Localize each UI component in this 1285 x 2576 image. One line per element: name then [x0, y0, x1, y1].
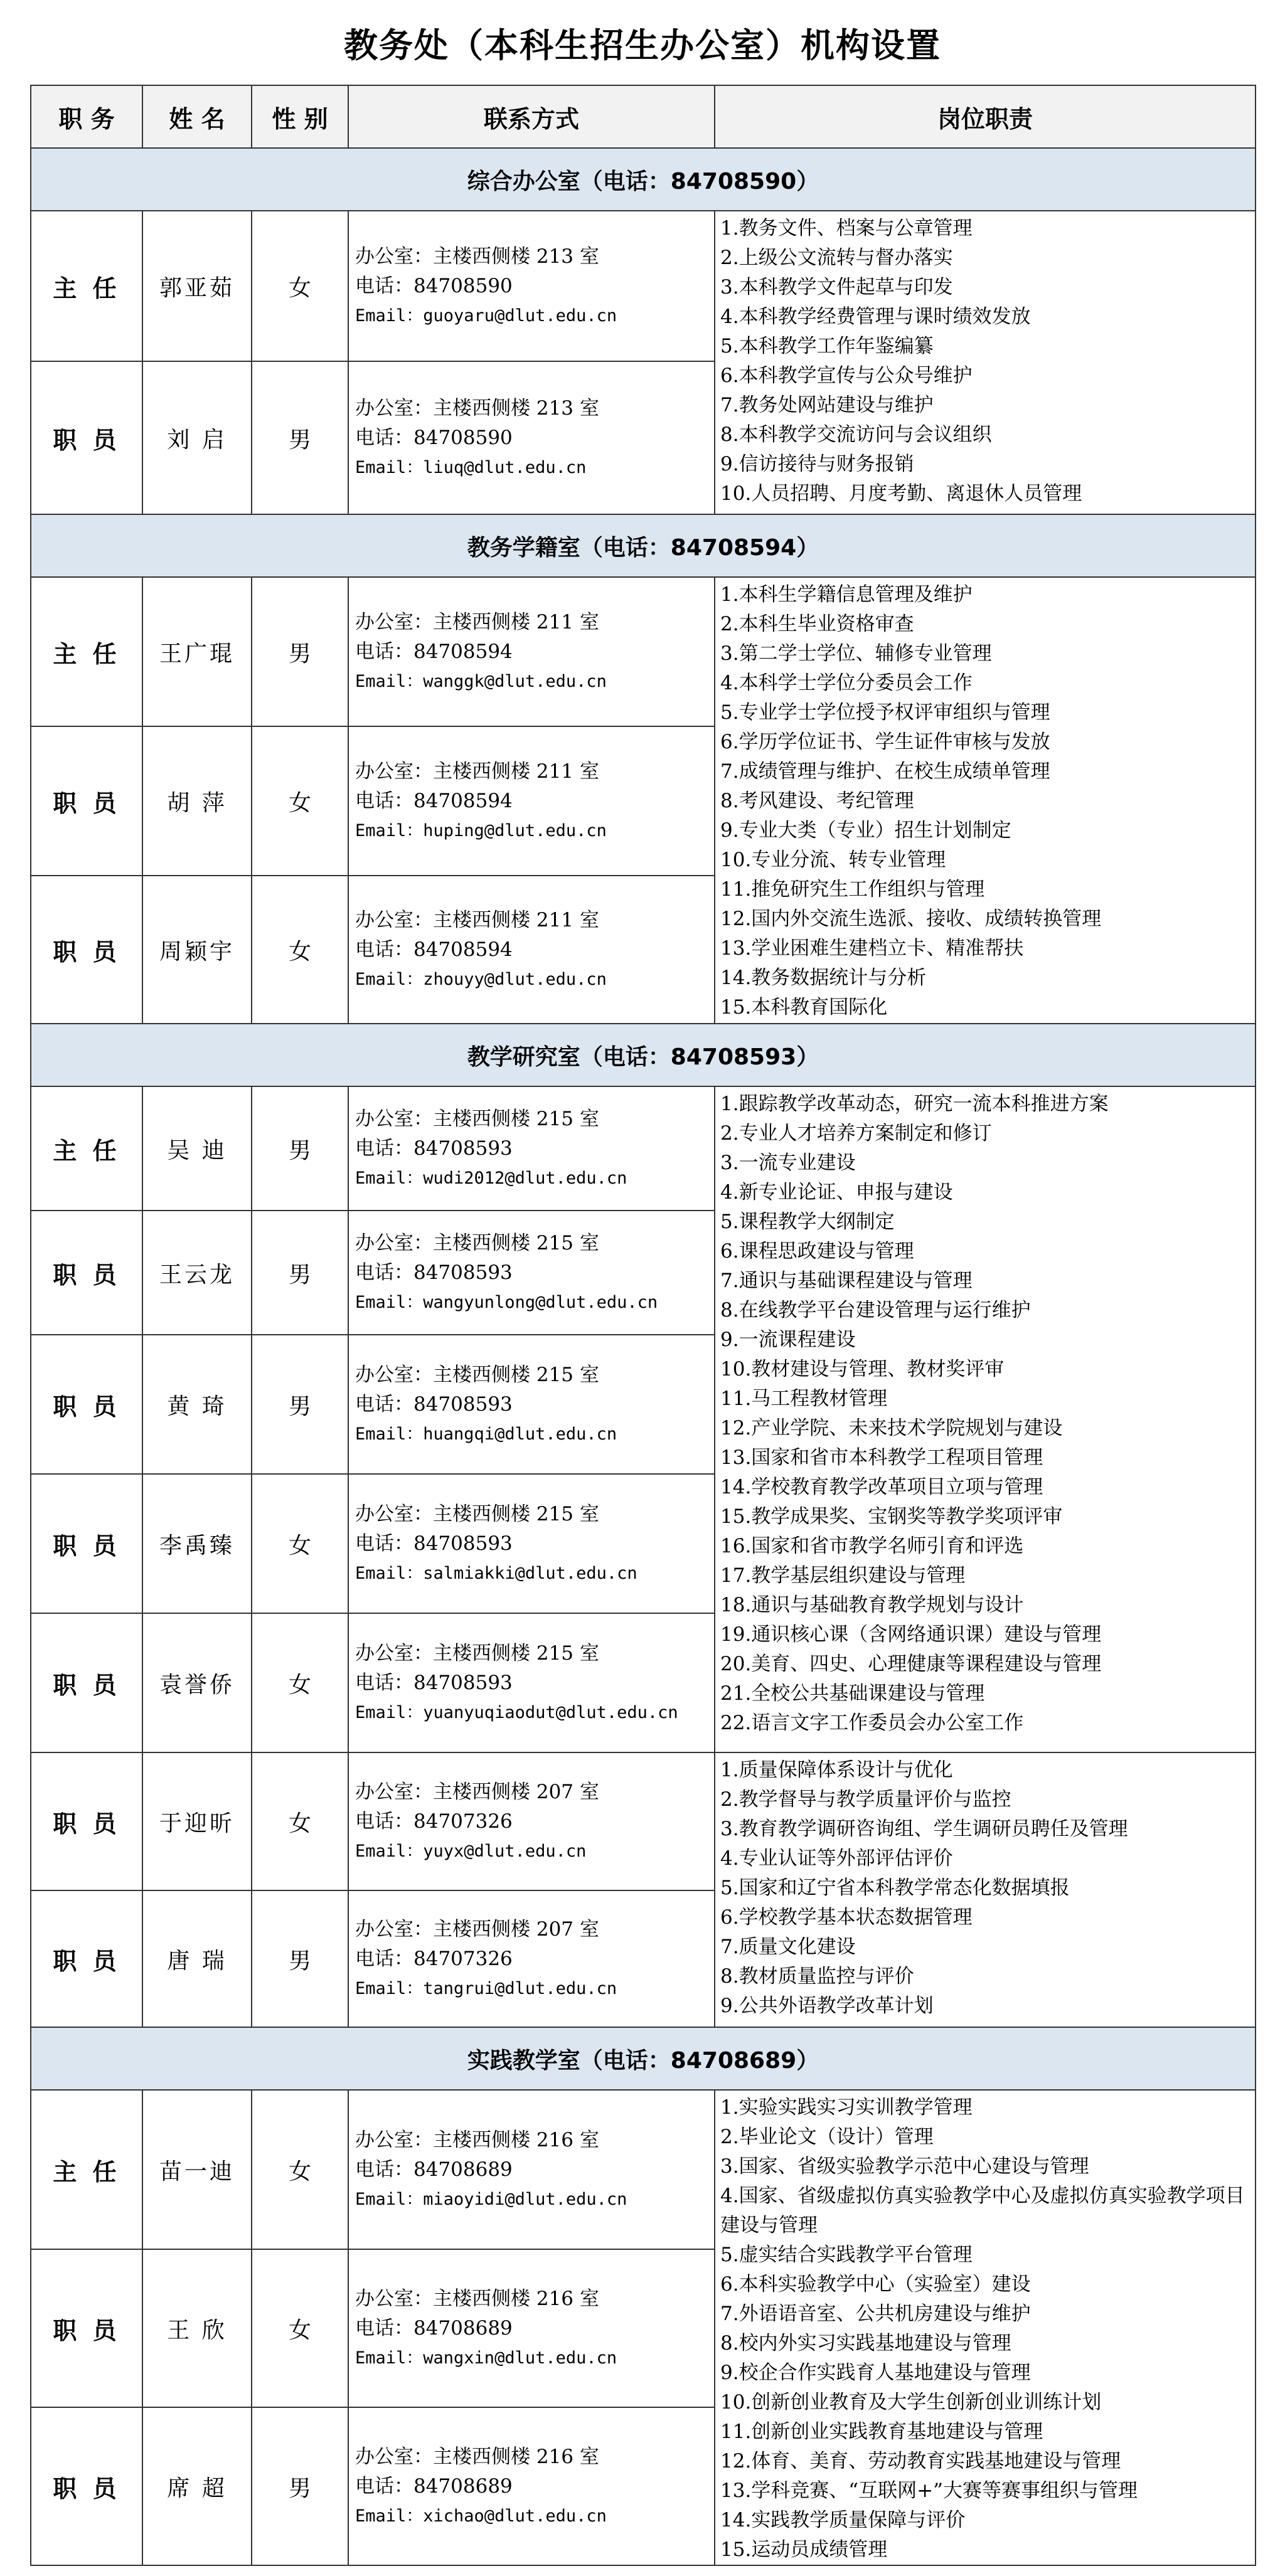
- duty-item: 5.虚实结合实践教学平台管理: [720, 2244, 973, 2266]
- duty-item: 11.马工程教材管理: [720, 1387, 888, 1410]
- duty-item: 7.通识与基础课程建设与管理: [720, 1269, 973, 1292]
- duty-item: 6.课程思政建设与管理: [720, 1240, 914, 1263]
- phone-text: 电话：84707326: [355, 1947, 513, 1970]
- contact-cell: [348, 2090, 715, 2249]
- duty-item: 5.国家和辽宁省本科教学常态化数据填报: [720, 1877, 1070, 1899]
- duty-item: 14.实践教学质量保障与评价: [720, 2509, 966, 2531]
- position-cell: 职 员: [31, 1335, 142, 1474]
- name-cell: 苗一迪: [142, 2090, 252, 2249]
- duty-item: 13.国家和省市本科教学工程项目管理: [720, 1446, 1043, 1469]
- duty-item: 1.实验实践实习实训教学管理: [720, 2096, 973, 2119]
- gender-cell: 男: [252, 1335, 348, 1474]
- office-text: 办公室：主楼西侧楼 215 室: [355, 1231, 599, 1254]
- duty-item: 4.本科教学经费管理与课时绩效发放: [720, 305, 1031, 328]
- duty-item: 16.国家和省市教学名师引育和评选: [720, 1535, 1024, 1557]
- section-title: 教务学籍室（电话：84708594）: [31, 514, 1256, 577]
- duty-item: 9.一流课程建设: [720, 1328, 856, 1351]
- name-cell: 袁誉侨: [142, 1613, 252, 1752]
- phone-text: 电话：84708689: [355, 2474, 513, 2498]
- contact-cell: [348, 1474, 715, 1613]
- duty-item: 13.学科竞赛、“互联网+”大赛等赛事组织与管理: [720, 2479, 1138, 2502]
- duty-item: 4.本科学士学位分委员会工作: [720, 672, 973, 694]
- contact-cell: [348, 1086, 715, 1211]
- name-cell: 吴 迪: [142, 1086, 252, 1211]
- duty-item: 3.第二学士学位、辅修专业管理: [720, 642, 992, 665]
- header-contact: 联系方式: [348, 85, 715, 148]
- header-row: [31, 85, 1256, 148]
- position-cell: 主 任: [31, 211, 142, 361]
- name-cell: 李禹臻: [142, 1474, 252, 1613]
- duty-item: 2.专业人才培养方案制定和修订: [720, 1122, 992, 1145]
- duty-item: 2.上级公文流转与督办落实: [720, 246, 953, 269]
- gender-cell: 女: [252, 2090, 348, 2249]
- section-title: 综合办公室（电话：84708590）: [31, 148, 1256, 211]
- gender-cell: 男: [252, 1086, 348, 1211]
- email-text[interactable]: Email：huping@dlut.edu.cn: [355, 820, 607, 840]
- duty-item: 1.本科生学籍信息管理及维护: [720, 583, 973, 606]
- table-row: [31, 2090, 1256, 2249]
- phone-text: 电话：84708689: [355, 2316, 513, 2340]
- position-cell: 职 员: [31, 2407, 142, 2565]
- header-position: 职 务: [31, 85, 142, 148]
- office-text: 办公室：主楼西侧楼 215 室: [355, 1107, 599, 1130]
- section-row: [31, 1024, 1256, 1086]
- name-cell: 唐 瑞: [142, 1890, 252, 2027]
- email-text[interactable]: Email：wanggk@dlut.edu.cn: [355, 671, 607, 691]
- duty-item: 3.国家、省级实验教学示范中心建设与管理: [720, 2155, 1089, 2178]
- position-cell: 主 任: [31, 1086, 142, 1211]
- table-row: [31, 1752, 1256, 1890]
- duty-item: 12.国内外交流生选派、接收、成绩转换管理: [720, 908, 1102, 930]
- page-title: 教务处（本科生招生办公室）机构设置: [344, 26, 941, 65]
- position-cell: 主 任: [31, 2090, 142, 2249]
- email-text[interactable]: Email：xichao@dlut.edu.cn: [355, 2506, 607, 2526]
- contact-cell: [348, 2249, 715, 2407]
- duty-item: 8.教材质量监控与评价: [720, 1965, 914, 1988]
- duty-item: 3.教育教学调研咨询组、学生调研员聘任及管理: [720, 1818, 1128, 1840]
- duty-item: 4.国家、省级虚拟仿真实验教学中心及虚拟仿真实验教学项目建设与管理: [720, 2185, 1245, 2237]
- gender-cell: 男: [252, 577, 348, 726]
- office-text: 办公室：主楼西侧楼 215 室: [355, 1363, 599, 1386]
- duty-item: 6.学历学位证书、学生证件审核与发放: [720, 731, 1050, 753]
- phone-text: 电话：84708593: [355, 1392, 513, 1416]
- phone-text: 电话：84707326: [355, 1810, 513, 1833]
- duty-item: 12.产业学院、未来技术学院规划与建设: [720, 1417, 1063, 1439]
- duty-item: 7.外语语音室、公共机房建设与维护: [720, 2303, 1031, 2325]
- duty-item: 13.学业困难生建档立卡、精准帮扶: [720, 937, 1024, 960]
- gender-cell: 女: [252, 2249, 348, 2407]
- duty-item: 9.公共外语教学改革计划: [720, 1995, 934, 2017]
- contact-cell: [348, 1613, 715, 1752]
- table-row: [31, 211, 1256, 361]
- duty-item: 11.推免研究生工作组织与管理: [720, 878, 985, 901]
- duties-cell: [715, 211, 1256, 514]
- name-cell: 黄 琦: [142, 1335, 252, 1474]
- duty-item: 15.教学成果奖、宝钢奖等教学奖项评审: [720, 1505, 1063, 1528]
- duty-item: 6.学校教学基本状态数据管理: [720, 1906, 973, 1929]
- name-cell: 王 欣: [142, 2249, 252, 2407]
- duty-item: 15.运动员成绩管理: [720, 2538, 888, 2561]
- gender-cell: 男: [252, 1890, 348, 2027]
- name-cell: 席 超: [142, 2407, 252, 2565]
- duty-item: 8.在线教学平台建设管理与运行维护: [720, 1299, 1031, 1322]
- duty-item: 9.校企合作实践育人基地建设与管理: [720, 2361, 1031, 2384]
- duty-item: 4.专业认证等外部评估评价: [720, 1847, 953, 1870]
- position-cell: 职 员: [31, 1211, 142, 1335]
- section-title: 教学研究室（电话：84708593）: [31, 1024, 1256, 1086]
- office-text: 办公室：主楼西侧楼 211 室: [355, 610, 599, 633]
- email-text[interactable]: Email：yuanyuqiaodut@dlut.edu.cn: [355, 1702, 678, 1722]
- office-text: 办公室：主楼西侧楼 213 室: [355, 245, 599, 268]
- duty-item: 14.教务数据统计与分析: [720, 967, 927, 989]
- duties-cell: [715, 1752, 1256, 2027]
- office-text: 办公室：主楼西侧楼 213 室: [355, 396, 599, 420]
- gender-cell: 女: [252, 1613, 348, 1752]
- duty-item: 15.本科教育国际化: [720, 996, 888, 1019]
- name-cell: 周颖宇: [142, 876, 252, 1024]
- gender-cell: 男: [252, 2407, 348, 2565]
- gender-cell: 男: [252, 361, 348, 514]
- email-text[interactable]: Email：guoyaru@dlut.edu.cn: [355, 305, 617, 326]
- contact-cell: [348, 211, 715, 361]
- gender-cell: 女: [252, 726, 348, 876]
- duty-item: 1.质量保障体系设计与优化: [720, 1759, 953, 1781]
- duty-item: 8.考风建设、考纪管理: [720, 790, 914, 812]
- duty-item: 12.体育、美育、劳动教育实践基地建设与管理: [720, 2450, 1121, 2473]
- contact-cell: [348, 2407, 715, 2565]
- section-row: [31, 148, 1256, 211]
- duty-item: 2.毕业论文（设计）管理: [720, 2126, 934, 2148]
- duty-item: 7.质量文化建设: [720, 1936, 856, 1958]
- duty-item: 3.一流专业建设: [720, 1152, 856, 1174]
- email-text[interactable]: Email：zhouyy@dlut.edu.cn: [355, 969, 607, 989]
- gender-cell: 女: [252, 876, 348, 1024]
- table-row: [31, 1086, 1256, 1211]
- position-cell: 职 员: [31, 361, 142, 514]
- table-body: [31, 148, 1256, 2565]
- header-gender: 性 别: [252, 85, 348, 148]
- phone-text: 电话：84708593: [355, 1137, 513, 1160]
- section-title: 实践教学室（电话：84708689）: [31, 2027, 1256, 2090]
- contact-cell: [348, 577, 715, 726]
- phone-text: 电话：84708593: [355, 1261, 513, 1284]
- duty-item: 17.教学基层组织建设与管理: [720, 1564, 966, 1587]
- office-text: 办公室：主楼西侧楼 215 室: [355, 1502, 599, 1525]
- email-text[interactable]: Email：salmiakki@dlut.edu.cn: [355, 1563, 637, 1583]
- gender-cell: 男: [252, 1211, 348, 1335]
- header-duties: 岗位职责: [715, 85, 1256, 148]
- position-cell: 职 员: [31, 876, 142, 1024]
- duty-item: 5.本科教学工作年鉴编纂: [720, 335, 934, 358]
- phone-text: 电话：84708593: [355, 1532, 513, 1555]
- duty-item: 9.专业大类（专业）招生计划制定: [720, 819, 1011, 842]
- email-text[interactable]: Email：yuyx@dlut.edu.cn: [355, 1841, 587, 1861]
- duty-item: 10.专业分流、转专业管理: [720, 849, 946, 871]
- name-cell: 刘 启: [142, 361, 252, 514]
- table-row: [31, 577, 1256, 726]
- duty-item: 7.成绩管理与维护、在校生成绩单管理: [720, 760, 1050, 783]
- contact-cell: [348, 1752, 715, 1890]
- duty-item: 5.专业学士学位授予权评审组织与管理: [720, 701, 1050, 724]
- duty-item: 18.通识与基础教育教学规划与设计: [720, 1594, 1024, 1616]
- duties-cell: [715, 1086, 1256, 1752]
- email-text[interactable]: Email：wangyunlong@dlut.edu.cn: [355, 1292, 658, 1312]
- duty-item: 2.教学督导与教学质量评价与监控: [720, 1788, 1011, 1811]
- header-name: 姓 名: [142, 85, 252, 148]
- duty-item: 8.校内外实习实践基地建设与管理: [720, 2332, 1011, 2355]
- duty-item: 20.美育、四史、心理健康等课程建设与管理: [720, 1653, 1102, 1675]
- position-cell: 职 员: [31, 1752, 142, 1890]
- email-text[interactable]: Email：wangxin@dlut.edu.cn: [355, 2348, 617, 2368]
- duty-item: 4.新专业论证、申报与建设: [720, 1181, 953, 1204]
- office-text: 办公室：主楼西侧楼 211 室: [355, 908, 599, 931]
- gender-cell: 女: [252, 1474, 348, 1613]
- name-cell: 于迎昕: [142, 1752, 252, 1890]
- duty-item: 10.创新创业教育及大学生创新创业训练计划: [720, 2391, 1102, 2414]
- phone-text: 电话：84708594: [355, 938, 513, 961]
- phone-text: 电话：84708590: [355, 426, 513, 449]
- phone-text: 电话：84708594: [355, 789, 513, 812]
- duty-item: 22.语言文字工作委员会办公室工作: [720, 1712, 1024, 1734]
- position-cell: 职 员: [31, 1613, 142, 1752]
- office-text: 办公室：主楼西侧楼 216 室: [355, 2445, 599, 2468]
- contact-cell: [348, 876, 715, 1024]
- position-cell: 主 任: [31, 577, 142, 726]
- position-cell: 职 员: [31, 726, 142, 876]
- position-cell: 职 员: [31, 1474, 142, 1613]
- duty-item: 8.本科教学交流访问与会议组织: [720, 423, 992, 446]
- duty-item: 6.本科实验教学中心（实验室）建设: [720, 2273, 1031, 2296]
- duties-cell: [715, 577, 1256, 1024]
- email-text[interactable]: Email：tangrui@dlut.edu.cn: [355, 1978, 617, 1998]
- duty-item: 14.学校教育教学改革项目立项与管理: [720, 1476, 1043, 1498]
- gender-cell: 女: [252, 211, 348, 361]
- duty-item: 1.教务文件、档案与公章管理: [720, 217, 973, 240]
- contact-cell: [348, 1211, 715, 1335]
- office-text: 办公室：主楼西侧楼 207 室: [355, 1780, 599, 1803]
- duty-item: 21.全校公共基础课建设与管理: [720, 1682, 985, 1705]
- duty-item: 7.教务处网站建设与维护: [720, 394, 934, 416]
- organization-table: [30, 85, 1256, 2566]
- contact-cell: [348, 1890, 715, 2027]
- name-cell: 胡 萍: [142, 726, 252, 876]
- duty-item: 10.教材建设与管理、教材奖评审: [720, 1358, 1005, 1381]
- name-cell: 王云龙: [142, 1211, 252, 1335]
- gender-cell: 女: [252, 1752, 348, 1890]
- office-text: 办公室：主楼西侧楼 216 室: [355, 2287, 599, 2310]
- email-text[interactable]: Email：huangqi@dlut.edu.cn: [355, 1424, 617, 1444]
- position-cell: 职 员: [31, 1890, 142, 2027]
- duty-item: 2.本科生毕业资格审查: [720, 613, 914, 635]
- name-cell: 王广琨: [142, 577, 252, 726]
- duty-item: 3.本科教学文件起草与印发: [720, 276, 953, 299]
- duty-item: 19.通识核心课（含网络通识课）建设与管理: [720, 1623, 1102, 1646]
- name-cell: 郭亚茹: [142, 211, 252, 361]
- position-cell: 职 员: [31, 2249, 142, 2407]
- office-text: 办公室：主楼西侧楼 216 室: [355, 2128, 599, 2151]
- duty-item: 1.跟踪教学改革动态，研究一流本科推进方案: [720, 1093, 1109, 1115]
- phone-text: 电话：84708593: [355, 1671, 513, 1694]
- office-text: 办公室：主楼西侧楼 211 室: [355, 760, 599, 783]
- contact-cell: [348, 361, 715, 514]
- phone-text: 电话：84708689: [355, 2158, 513, 2181]
- office-text: 办公室：主楼西侧楼 207 室: [355, 1917, 599, 1941]
- contact-cell: [348, 726, 715, 876]
- contact-cell: [348, 1335, 715, 1474]
- email-text[interactable]: Email：liuq@dlut.edu.cn: [355, 457, 587, 477]
- duty-item: 10.人员招聘、月度考勤、离退休人员管理: [720, 482, 1082, 505]
- office-text: 办公室：主楼西侧楼 215 室: [355, 1641, 599, 1665]
- duties-cell: [715, 2090, 1256, 2565]
- email-text[interactable]: Email：wudi2012@dlut.edu.cn: [355, 1168, 627, 1188]
- duty-item: 11.创新创业实践教育基地建设与管理: [720, 2420, 1043, 2443]
- phone-text: 电话：84708590: [355, 274, 513, 297]
- duty-item: 6.本科教学宣传与公众号维护: [720, 364, 973, 387]
- section-row: [31, 2027, 1256, 2090]
- phone-text: 电话：84708594: [355, 640, 513, 663]
- section-row: [31, 514, 1256, 577]
- duty-item: 9.信访接待与财务报销: [720, 453, 914, 475]
- email-text[interactable]: Email：miaoyidi@dlut.edu.cn: [355, 2189, 627, 2209]
- duty-item: 5.课程教学大纲制定: [720, 1211, 895, 1233]
